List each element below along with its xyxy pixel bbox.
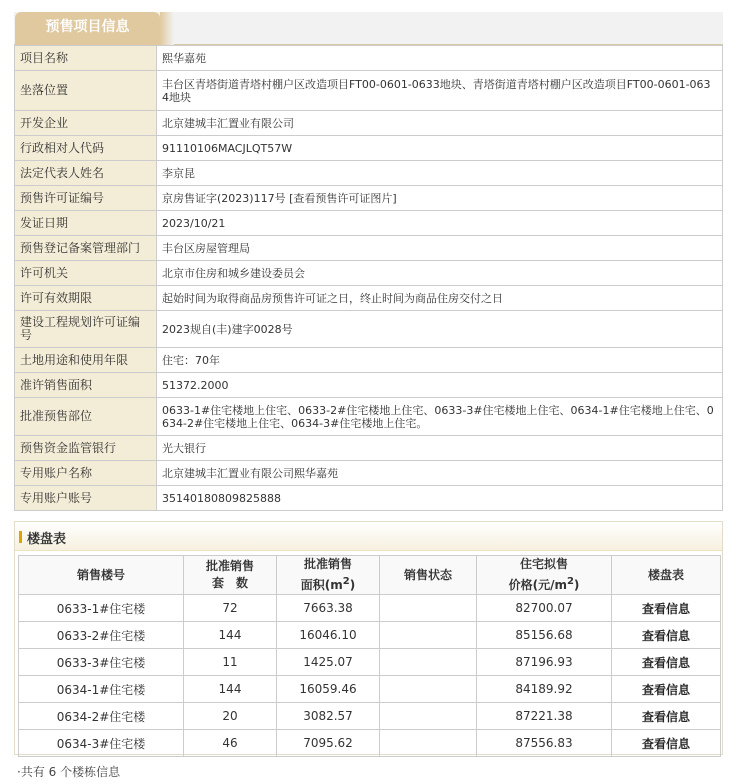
cell-building-no: 0634-1#住宅楼 — [19, 676, 184, 703]
cell-price: 87196.93 — [477, 649, 612, 676]
header-planned-price: 住宅拟售 价格(元$/m^2$) — [477, 556, 612, 595]
cell-price: 87221.38 — [477, 703, 612, 730]
cell-status — [380, 676, 477, 703]
info-row — [15, 261, 723, 286]
view-info-link[interactable]: 查看信息 — [612, 622, 721, 649]
tab-presale-info[interactable]: 预售项目信息 — [15, 12, 160, 45]
info-row — [15, 311, 723, 348]
cell-status — [380, 595, 477, 622]
info-label: 准许销售面积 — [15, 373, 157, 398]
info-label: 许可机关 — [15, 261, 157, 286]
info-value: 51372.2000 — [157, 373, 723, 398]
cell-building-no: 0634-2#住宅楼 — [19, 703, 184, 730]
info-label: 专用账户名称 — [15, 461, 157, 486]
info-value: 李京昆 — [157, 161, 723, 186]
cell-building-no: 0633-1#住宅楼 — [19, 595, 184, 622]
cell-area: 7663.38 — [277, 595, 380, 622]
info-value: 丰台区青塔街道青塔村棚户区改造项目FT00-0601-0633地块、青塔街道青塔村棚户区改造项目FT00-0601-0634地块 — [157, 71, 723, 111]
table-row — [19, 622, 721, 649]
info-value: 熙华嘉苑 — [157, 46, 723, 71]
cell-price: 85156.68 — [477, 622, 612, 649]
section-accent-bar — [19, 531, 22, 543]
header-building-table: 楼盘表 — [612, 556, 721, 595]
building-count-note: ·共有 6 个楼栋信息 — [17, 765, 121, 779]
info-label: 预售资金监管银行 — [15, 436, 157, 461]
section-title: 楼盘表 — [27, 532, 67, 547]
cell-units: 72 — [184, 595, 277, 622]
info-row — [15, 436, 723, 461]
permit-number-value[interactable]: 京房售证字(2023)117号 [查看预售许可证图片] — [157, 186, 723, 211]
view-info-link[interactable]: 查看信息 — [612, 703, 721, 730]
header-sales-status: 销售状态 — [380, 556, 477, 595]
view-info-link[interactable]: 查看信息 — [612, 649, 721, 676]
info-row — [15, 286, 723, 311]
cell-area: 16046.10 — [277, 622, 380, 649]
info-label: 专用账户账号 — [15, 486, 157, 511]
info-label: 坐落位置 — [15, 71, 157, 111]
info-value: 91110106MACJLQT57W — [157, 136, 723, 161]
info-value: 2023/10/21 — [157, 211, 723, 236]
tab-edge — [160, 12, 174, 45]
cell-status — [380, 730, 477, 757]
info-label: 许可有效期限 — [15, 286, 157, 311]
cell-price: 87556.83 — [477, 730, 612, 757]
info-row — [15, 71, 723, 111]
info-row — [15, 373, 723, 398]
info-label: 法定代表人姓名 — [15, 161, 157, 186]
table-row — [19, 649, 721, 676]
info-row — [15, 136, 723, 161]
view-info-link[interactable]: 查看信息 — [612, 676, 721, 703]
info-value: 北京建城丰汇置业有限公司 — [157, 111, 723, 136]
tab-bar — [14, 12, 723, 45]
info-value: 0633-1#住宅楼地上住宅、0633-2#住宅楼地上住宅、0633-3#住宅楼地上住宅、0634-1#住宅楼地上住宅、0634-2#住宅楼地上住宅、0634-3#住宅楼地上住宅。 — [157, 398, 723, 436]
cell-price: 82700.07 — [477, 595, 612, 622]
cell-units: 144 — [184, 676, 277, 703]
cell-area: 1425.07 — [277, 649, 380, 676]
info-row — [15, 186, 723, 211]
info-value: 2023规自(丰)建字0028号 — [157, 311, 723, 348]
info-label: 行政相对人代码 — [15, 136, 157, 161]
info-row — [15, 348, 723, 373]
info-row — [15, 236, 723, 261]
info-value: 丰台区房屋管理局 — [157, 236, 723, 261]
info-row — [15, 211, 723, 236]
info-label: 开发企业 — [15, 111, 157, 136]
cell-building-no: 0633-2#住宅楼 — [19, 622, 184, 649]
cell-units: 144 — [184, 622, 277, 649]
info-label: 批准预售部位 — [15, 398, 157, 436]
cell-units: 11 — [184, 649, 277, 676]
header-building-no: 销售楼号 — [19, 556, 184, 595]
cell-building-no: 0633-3#住宅楼 — [19, 649, 184, 676]
info-label: 土地用途和使用年限 — [15, 348, 157, 373]
cell-area: 7095.62 — [277, 730, 380, 757]
table-header-row — [19, 556, 721, 595]
table-row — [19, 595, 721, 622]
info-value: 光大银行 — [157, 436, 723, 461]
cell-status — [380, 649, 477, 676]
view-info-link[interactable]: 查看信息 — [612, 730, 721, 757]
cell-building-no: 0634-3#住宅楼 — [19, 730, 184, 757]
info-row — [15, 486, 723, 511]
info-row — [15, 461, 723, 486]
cell-area: 16059.46 — [277, 676, 380, 703]
cell-units: 20 — [184, 703, 277, 730]
project-info-table — [14, 45, 723, 511]
info-value: 住宅：70年 — [157, 348, 723, 373]
section-header — [15, 522, 722, 551]
info-value: 北京建城丰汇置业有限公司熙华嘉苑 — [157, 461, 723, 486]
info-value: 北京市住房和城乡建设委员会 — [157, 261, 723, 286]
info-label: 发证日期 — [15, 211, 157, 236]
info-row — [15, 111, 723, 136]
info-label: 预售登记备案管理部门 — [15, 236, 157, 261]
info-row — [15, 161, 723, 186]
header-approved-units: 批准销售 套 数 — [184, 556, 277, 595]
info-label: 项目名称 — [15, 46, 157, 71]
info-row — [15, 46, 723, 71]
table-row — [19, 703, 721, 730]
table-row — [19, 676, 721, 703]
building-table — [18, 555, 721, 757]
table-row — [19, 730, 721, 757]
info-value: 起始时间为取得商品房预售许可证之日，终止时间为商品住房交付之日 — [157, 286, 723, 311]
info-value: 35140180809825888 — [157, 486, 723, 511]
cell-units: 46 — [184, 730, 277, 757]
building-list-section — [14, 521, 723, 755]
cell-status — [380, 703, 477, 730]
info-label: 预售许可证编号 — [15, 186, 157, 211]
info-row — [15, 398, 723, 436]
cell-price: 84189.92 — [477, 676, 612, 703]
header-approved-area: 批准销售 面积$(m^2)$ — [277, 556, 380, 595]
view-info-link[interactable]: 查看信息 — [612, 595, 721, 622]
info-label: 建设工程规划许可证编号 — [15, 311, 157, 348]
cell-area: 3082.57 — [277, 703, 380, 730]
cell-status — [380, 622, 477, 649]
